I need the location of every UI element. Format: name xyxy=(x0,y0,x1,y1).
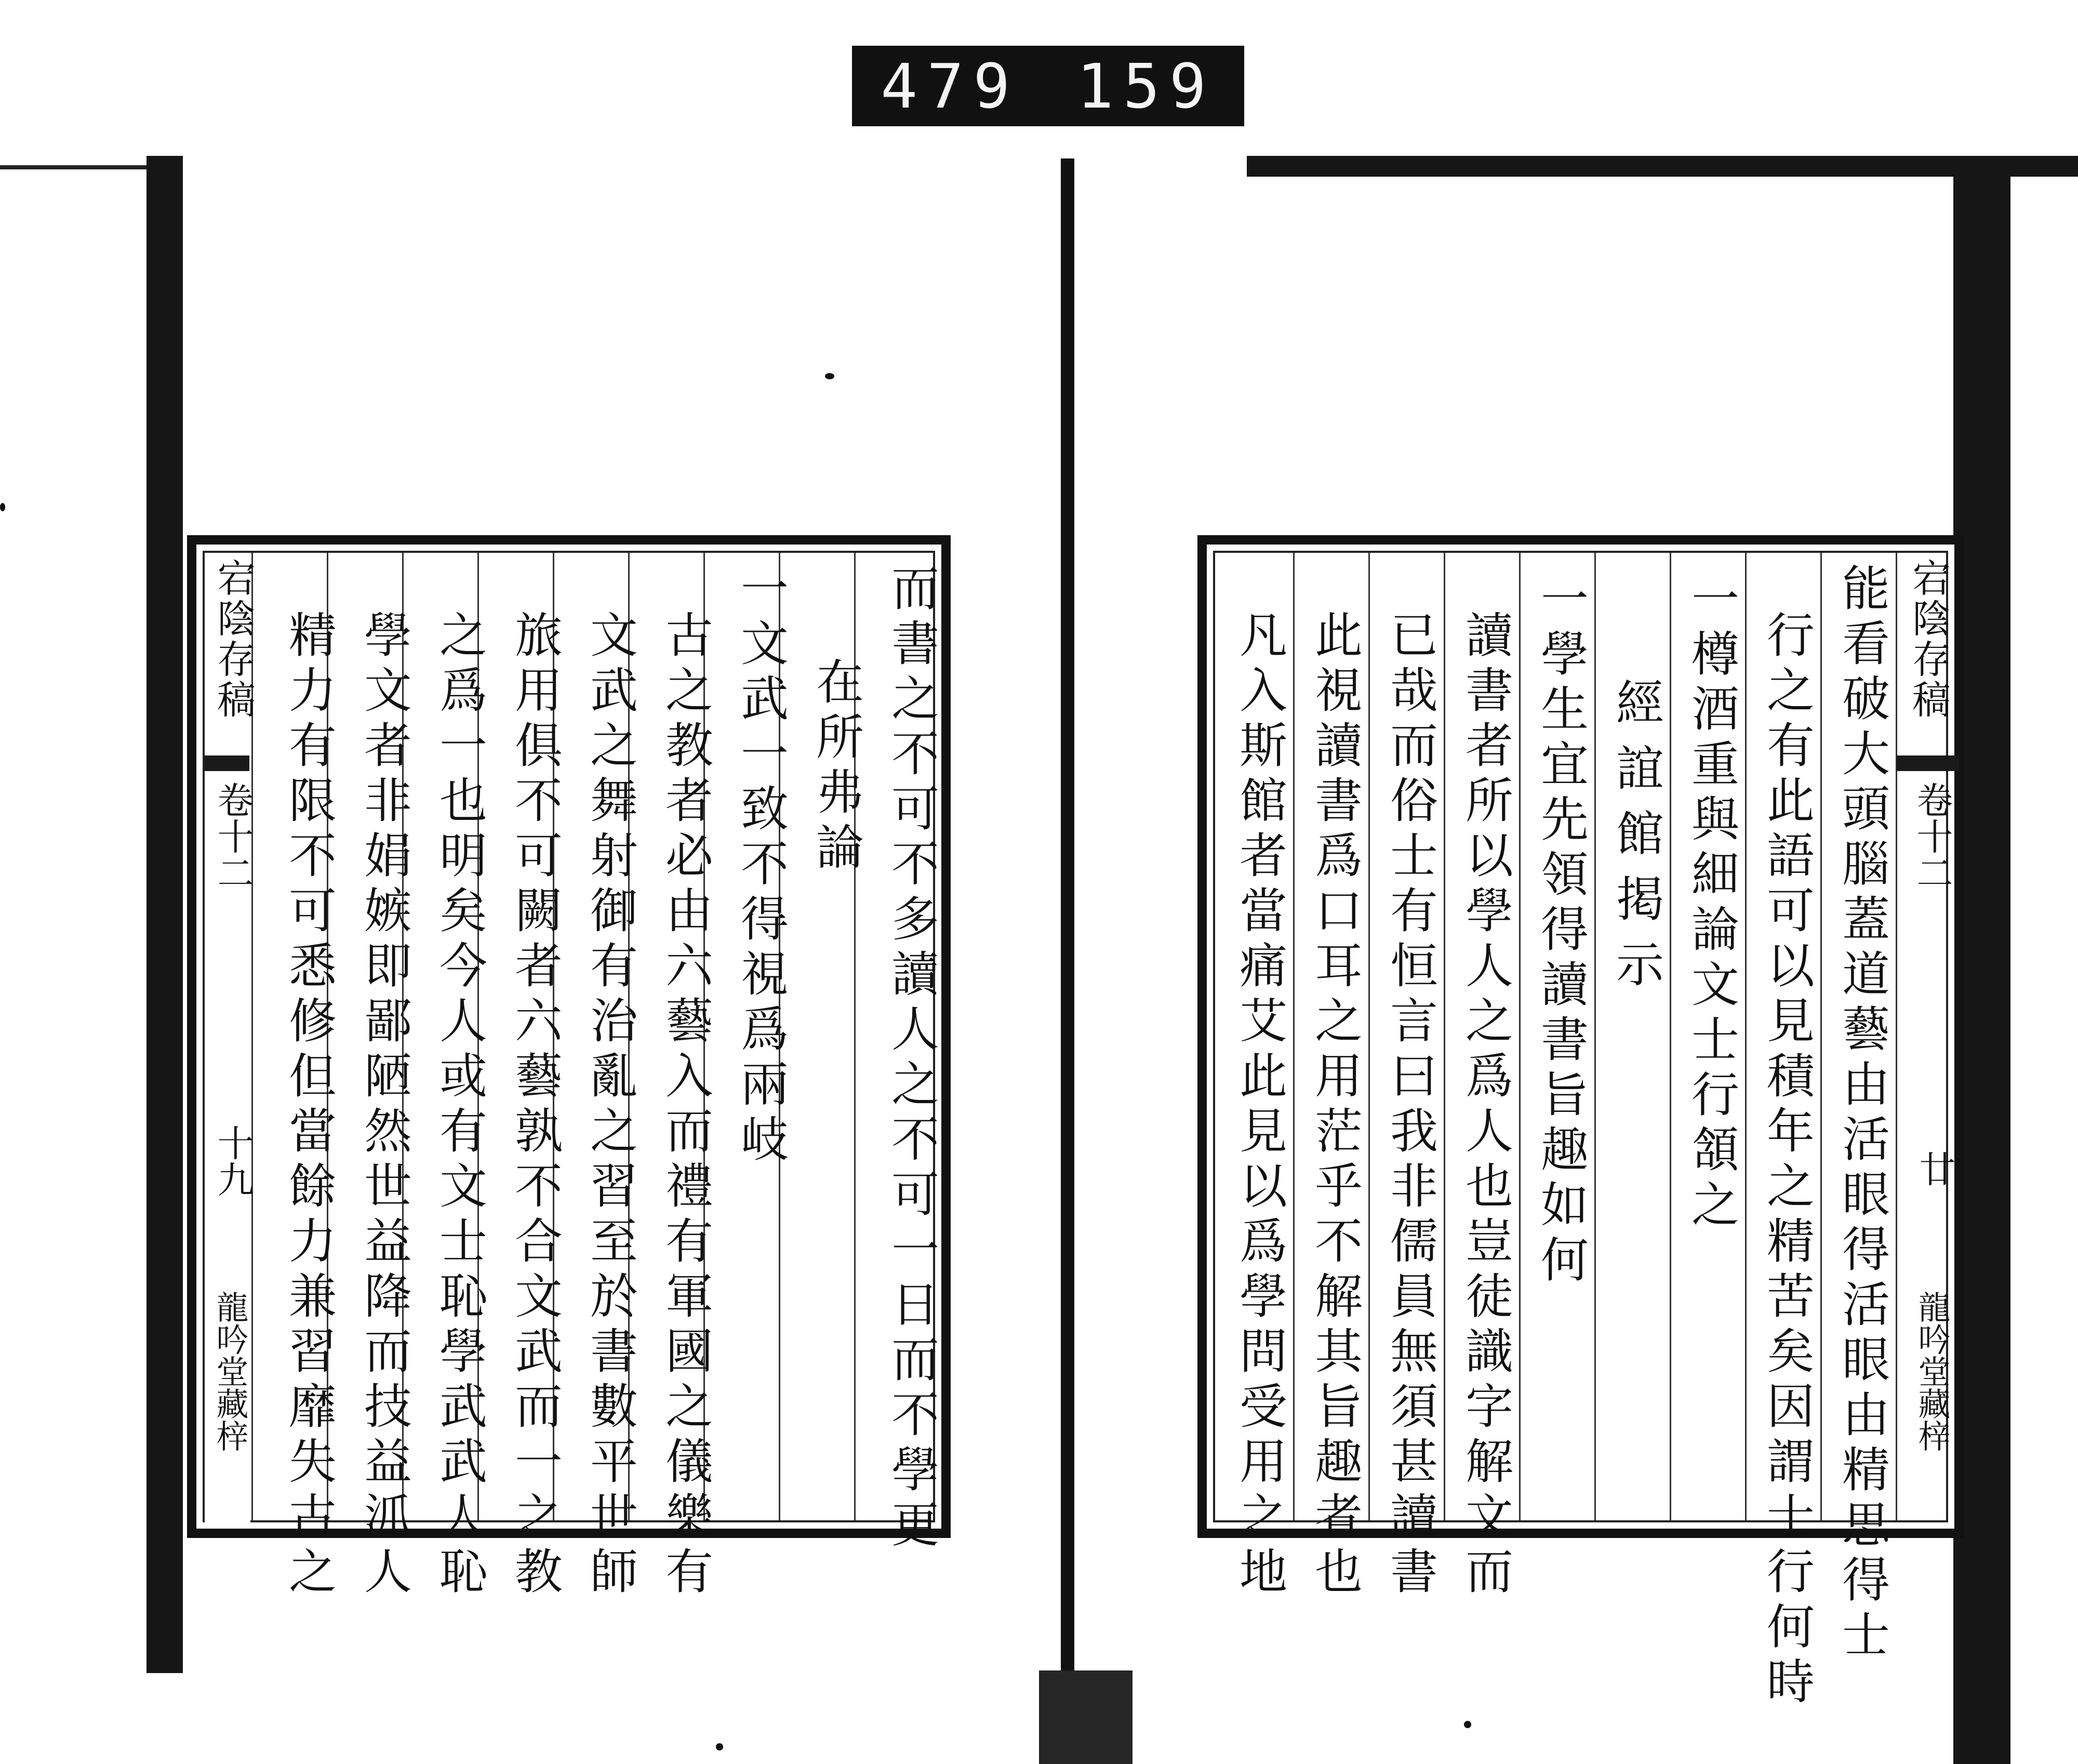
book-binding xyxy=(1061,158,1074,1670)
left-text-frame xyxy=(187,535,951,1601)
text-column-1: 而書之不可不多讀人之不可一日而不學更 xyxy=(884,563,939,1555)
left-page-edge-shadow xyxy=(146,156,183,1673)
text-column-2: 在所弗論 xyxy=(808,657,864,877)
banner-volume: 卷十二 xyxy=(1911,781,1953,891)
text-column-3: 一樽酒重與細論文士行頷之 xyxy=(1684,574,1739,1235)
right-text-frame xyxy=(1197,535,1964,1712)
text-column-8: 學文者非娟嫉即鄙陋然世益降而技益沠人 xyxy=(356,610,412,1601)
catalog-number-right: 159 xyxy=(1076,50,1216,122)
section-heading: 經誼館掲示 xyxy=(1608,678,1664,1005)
text-column-2: 行之有此語可以見積年之精苦矣因謂士行何時 xyxy=(1759,610,1815,1712)
right-frame-inner-border xyxy=(1213,551,1956,1712)
right-top-edge-bar xyxy=(1247,156,2078,177)
catalog-number-label xyxy=(852,46,1244,126)
banner-press: 龍吟堂藏梓 xyxy=(1913,1291,1951,1452)
banner-title: 宕陰存稿 xyxy=(1906,558,1951,720)
text-column-7: 之爲一也明矣今人或有文士恥學武武人恥 xyxy=(432,610,487,1601)
text-column-5: 文武之舞射御有治亂之習至於書數平世師 xyxy=(582,610,638,1601)
text-column-6: 旅用俱不可闕者六藝孰不合文武而一之教 xyxy=(507,610,563,1601)
text-column-5: 一學生宜先領得讀書旨趣如何 xyxy=(1533,574,1589,1290)
text-column-9: 精力有限不可悉修但當餘力兼習靡失古之 xyxy=(281,610,337,1601)
banner-fish-tail xyxy=(1897,755,1959,771)
scan-speck xyxy=(0,503,5,511)
text-column-4: 古之教者必由六藝入而禮有軍國之儀樂有 xyxy=(658,610,713,1601)
scan-speck xyxy=(716,1743,723,1750)
scan-speck xyxy=(1464,1721,1471,1728)
text-column-7: 已哉而俗士有恒言曰我非儒員無須甚讀書 xyxy=(1382,610,1438,1601)
text-column-8: 此視讀書爲口耳之用茫乎不解其旨趣者也 xyxy=(1307,610,1363,1601)
text-column-9: 凡入斯館者當痛艾此見以爲學問受用之地 xyxy=(1232,610,1287,1601)
text-column-6: 讀書者所以學人之爲人也豈徒識字解文而 xyxy=(1458,610,1513,1601)
banner-volume: 卷十二 xyxy=(211,781,254,891)
left-frame-inner-border xyxy=(203,551,939,1601)
banner-fish-tail xyxy=(205,755,249,771)
scan-speck xyxy=(825,373,834,379)
banner-leaf-number: 十九 xyxy=(211,1124,254,1197)
banner-press: 龍吟堂藏梓 xyxy=(211,1291,249,1452)
banner-title: 宕陰存稿 xyxy=(211,558,256,720)
binding-bottom-block xyxy=(1039,1670,1133,1764)
text-column-1: 能看破大頭腦蓋道藝由活眼得活眼由精思得士 xyxy=(1834,563,1890,1665)
catalog-number-left: 479 xyxy=(881,50,1020,122)
text-column-3: 一文武一致不得視爲兩岐 xyxy=(733,563,789,1169)
banner-leaf-number: 廿 xyxy=(1913,1150,1956,1187)
